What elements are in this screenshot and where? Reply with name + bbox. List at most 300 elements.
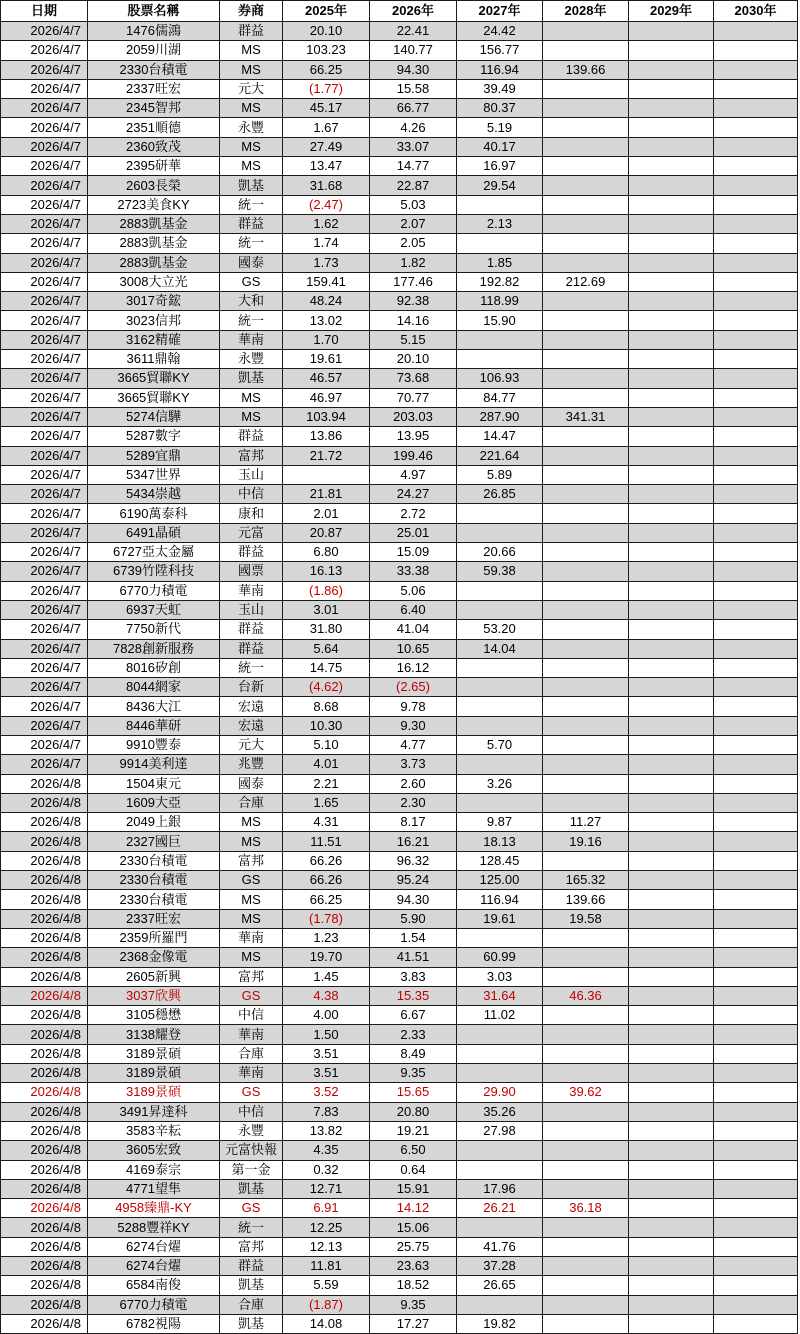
table-row xyxy=(1,562,798,581)
table-row xyxy=(1,1006,798,1025)
cell-date: 2026/4/8 xyxy=(1,1044,88,1063)
cell-2029 xyxy=(629,909,714,928)
cell-2030 xyxy=(714,774,798,793)
cell-2030 xyxy=(714,311,798,330)
cell-2028 xyxy=(543,851,629,870)
cell-2025: 1.62 xyxy=(283,214,370,233)
cell-2026: 13.95 xyxy=(370,427,457,446)
cell-2029 xyxy=(629,41,714,60)
cell-2029 xyxy=(629,697,714,716)
table-row xyxy=(1,851,798,870)
cell-2026: 5.90 xyxy=(370,909,457,928)
cell-2030 xyxy=(714,407,798,426)
table-row xyxy=(1,60,798,79)
cell-2025: 21.81 xyxy=(283,485,370,504)
cell-2027: 9.87 xyxy=(457,813,543,832)
cell-2029 xyxy=(629,253,714,272)
cell-2027 xyxy=(457,1218,543,1237)
cell-broker: 凱基 xyxy=(220,1314,283,1333)
cell-stock-name: 8446華研 xyxy=(88,716,220,735)
table-row xyxy=(1,1160,798,1179)
cell-2030 xyxy=(714,658,798,677)
cell-2028 xyxy=(543,1295,629,1314)
cell-2029 xyxy=(629,851,714,870)
cell-2026: (2.65) xyxy=(370,678,457,697)
cell-stock-name: 3008大立光 xyxy=(88,272,220,291)
cell-stock-name: 5289宜鼎 xyxy=(88,446,220,465)
cell-2025: 1.70 xyxy=(283,330,370,349)
cell-date: 2026/4/8 xyxy=(1,1102,88,1121)
table-row xyxy=(1,157,798,176)
cell-2029 xyxy=(629,1102,714,1121)
cell-2030 xyxy=(714,330,798,349)
cell-2030 xyxy=(714,485,798,504)
cell-2027: 26.65 xyxy=(457,1276,543,1295)
table-row xyxy=(1,1314,798,1333)
cell-2026: 15.58 xyxy=(370,79,457,98)
cell-2025: 103.23 xyxy=(283,41,370,60)
cell-2027: 17.96 xyxy=(457,1179,543,1198)
cell-stock-name: 2359所羅門 xyxy=(88,928,220,947)
cell-2028 xyxy=(543,195,629,214)
cell-broker: 統一 xyxy=(220,234,283,253)
cell-2027: 35.26 xyxy=(457,1102,543,1121)
cell-stock-name: 7750新代 xyxy=(88,620,220,639)
cell-2028 xyxy=(543,523,629,542)
cell-2025: 66.25 xyxy=(283,60,370,79)
cell-broker: 玉山 xyxy=(220,465,283,484)
cell-2029 xyxy=(629,118,714,137)
cell-stock-name: 6274台燿 xyxy=(88,1237,220,1256)
cell-2028 xyxy=(543,1044,629,1063)
cell-2026: 2.07 xyxy=(370,214,457,233)
cell-2030 xyxy=(714,369,798,388)
cell-2028 xyxy=(543,1160,629,1179)
cell-2030 xyxy=(714,890,798,909)
cell-2028 xyxy=(543,1237,629,1256)
cell-date: 2026/4/8 xyxy=(1,832,88,851)
cell-2026: 6.67 xyxy=(370,1006,457,1025)
cell-2028 xyxy=(543,716,629,735)
cell-2030 xyxy=(714,60,798,79)
cell-2025: 10.30 xyxy=(283,716,370,735)
header-year-2026: 2026年 xyxy=(370,1,457,22)
table-row xyxy=(1,1218,798,1237)
cell-date: 2026/4/8 xyxy=(1,1141,88,1160)
cell-2029 xyxy=(629,678,714,697)
cell-2029 xyxy=(629,504,714,523)
cell-2029 xyxy=(629,755,714,774)
cell-broker: 統一 xyxy=(220,1218,283,1237)
cell-2025: 45.17 xyxy=(283,99,370,118)
cell-2027 xyxy=(457,678,543,697)
cell-date: 2026/4/7 xyxy=(1,330,88,349)
cell-2027: 19.82 xyxy=(457,1314,543,1333)
cell-broker: 永豐 xyxy=(220,350,283,369)
cell-stock-name: 2345智邦 xyxy=(88,99,220,118)
table-row xyxy=(1,523,798,542)
cell-date: 2026/4/7 xyxy=(1,678,88,697)
table-row xyxy=(1,1083,798,1102)
cell-2026: 20.10 xyxy=(370,350,457,369)
cell-date: 2026/4/7 xyxy=(1,253,88,272)
cell-date: 2026/4/8 xyxy=(1,1295,88,1314)
cell-2027 xyxy=(457,600,543,619)
cell-stock-name: 2330台積電 xyxy=(88,871,220,890)
cell-2029 xyxy=(629,311,714,330)
table-row xyxy=(1,1237,798,1256)
cell-broker: 群益 xyxy=(220,427,283,446)
cell-stock-name: 3189景碩 xyxy=(88,1064,220,1083)
table-row xyxy=(1,1064,798,1083)
cell-broker: 宏遠 xyxy=(220,716,283,735)
cell-broker: 康和 xyxy=(220,504,283,523)
cell-stock-name: 2330台積電 xyxy=(88,851,220,870)
cell-date: 2026/4/8 xyxy=(1,1064,88,1083)
cell-2030 xyxy=(714,871,798,890)
cell-broker: 華南 xyxy=(220,330,283,349)
cell-broker: 群益 xyxy=(220,214,283,233)
cell-2029 xyxy=(629,1160,714,1179)
table-body xyxy=(1,22,798,1334)
cell-broker: 華南 xyxy=(220,928,283,947)
cell-2026: 15.65 xyxy=(370,1083,457,1102)
cell-stock-name: 4771望隼 xyxy=(88,1179,220,1198)
cell-broker: 富邦 xyxy=(220,1237,283,1256)
cell-2029 xyxy=(629,1141,714,1160)
cell-2030 xyxy=(714,22,798,41)
cell-2030 xyxy=(714,157,798,176)
header-year-2029: 2029年 xyxy=(629,1,714,22)
cell-2029 xyxy=(629,1083,714,1102)
cell-2029 xyxy=(629,967,714,986)
cell-2027: 125.00 xyxy=(457,871,543,890)
cell-2025: 16.13 xyxy=(283,562,370,581)
table-row xyxy=(1,1102,798,1121)
cell-date: 2026/4/7 xyxy=(1,292,88,311)
cell-2025: 13.86 xyxy=(283,427,370,446)
cell-2028: 19.16 xyxy=(543,832,629,851)
cell-2026: 66.77 xyxy=(370,99,457,118)
cell-broker: 華南 xyxy=(220,581,283,600)
cell-2027 xyxy=(457,195,543,214)
cell-2029 xyxy=(629,1218,714,1237)
cell-date: 2026/4/8 xyxy=(1,948,88,967)
cell-2028 xyxy=(543,658,629,677)
cell-2028 xyxy=(543,678,629,697)
cell-date: 2026/4/7 xyxy=(1,41,88,60)
cell-2030 xyxy=(714,1083,798,1102)
cell-2030 xyxy=(714,350,798,369)
cell-date: 2026/4/8 xyxy=(1,774,88,793)
cell-broker: 國泰 xyxy=(220,253,283,272)
cell-stock-name: 2337旺宏 xyxy=(88,79,220,98)
cell-2029 xyxy=(629,465,714,484)
cell-2025: 159.41 xyxy=(283,272,370,291)
cell-broker: 富邦 xyxy=(220,851,283,870)
cell-2026: 33.38 xyxy=(370,562,457,581)
cell-2026: 0.64 xyxy=(370,1160,457,1179)
cell-2026: 94.30 xyxy=(370,890,457,909)
cell-2030 xyxy=(714,1199,798,1218)
cell-2025: 19.70 xyxy=(283,948,370,967)
cell-2025: 13.47 xyxy=(283,157,370,176)
cell-2025: 11.81 xyxy=(283,1257,370,1276)
cell-2026: 17.27 xyxy=(370,1314,457,1333)
cell-2030 xyxy=(714,678,798,697)
cell-2030 xyxy=(714,1141,798,1160)
cell-date: 2026/4/7 xyxy=(1,272,88,291)
table-row xyxy=(1,272,798,291)
cell-2029 xyxy=(629,1025,714,1044)
cell-2025: 20.10 xyxy=(283,22,370,41)
cell-broker: 元富 xyxy=(220,523,283,542)
cell-2030 xyxy=(714,446,798,465)
cell-2027: 5.19 xyxy=(457,118,543,137)
cell-2025: 7.83 xyxy=(283,1102,370,1121)
cell-2025: 3.01 xyxy=(283,600,370,619)
cell-date: 2026/4/7 xyxy=(1,99,88,118)
cell-2025: 1.73 xyxy=(283,253,370,272)
cell-2025: 1.74 xyxy=(283,234,370,253)
cell-2027: 18.13 xyxy=(457,832,543,851)
cell-date: 2026/4/8 xyxy=(1,928,88,947)
cell-2030 xyxy=(714,292,798,311)
table-row xyxy=(1,967,798,986)
cell-date: 2026/4/8 xyxy=(1,1025,88,1044)
cell-2029 xyxy=(629,890,714,909)
cell-date: 2026/4/7 xyxy=(1,311,88,330)
cell-stock-name: 6274台燿 xyxy=(88,1257,220,1276)
cell-2025: 12.25 xyxy=(283,1218,370,1237)
cell-2028 xyxy=(543,735,629,754)
cell-2026: 9.35 xyxy=(370,1064,457,1083)
cell-broker: 合庫 xyxy=(220,1295,283,1314)
table-row xyxy=(1,1257,798,1276)
cell-date: 2026/4/8 xyxy=(1,1179,88,1198)
cell-2027: 3.26 xyxy=(457,774,543,793)
cell-stock-name: 6727亞太金屬 xyxy=(88,543,220,562)
cell-stock-name: 6190萬泰科 xyxy=(88,504,220,523)
cell-stock-name: 5288豐祥KY xyxy=(88,1218,220,1237)
cell-2029 xyxy=(629,620,714,639)
cell-2030 xyxy=(714,79,798,98)
cell-2025: 13.82 xyxy=(283,1121,370,1140)
cell-broker: 統一 xyxy=(220,311,283,330)
table-row xyxy=(1,118,798,137)
cell-2026: 10.65 xyxy=(370,639,457,658)
cell-2030 xyxy=(714,1121,798,1140)
cell-stock-name: 4169泰宗 xyxy=(88,1160,220,1179)
cell-2030 xyxy=(714,581,798,600)
cell-date: 2026/4/8 xyxy=(1,793,88,812)
cell-2030 xyxy=(714,928,798,947)
cell-2027: 14.04 xyxy=(457,639,543,658)
header-year-2028: 2028年 xyxy=(543,1,629,22)
cell-stock-name: 5434崇越 xyxy=(88,485,220,504)
cell-stock-name: 2337旺宏 xyxy=(88,909,220,928)
cell-broker: MS xyxy=(220,813,283,832)
cell-2029 xyxy=(629,214,714,233)
cell-2025: 14.08 xyxy=(283,1314,370,1333)
cell-broker: MS xyxy=(220,909,283,928)
table-row xyxy=(1,137,798,156)
cell-2030 xyxy=(714,851,798,870)
cell-2029 xyxy=(629,99,714,118)
cell-stock-name: 9910豐泰 xyxy=(88,735,220,754)
cell-broker: 元大 xyxy=(220,79,283,98)
cell-broker: 合庫 xyxy=(220,1044,283,1063)
cell-2028: 39.62 xyxy=(543,1083,629,1102)
cell-stock-name: 3491昇達科 xyxy=(88,1102,220,1121)
cell-2029 xyxy=(629,22,714,41)
cell-2030 xyxy=(714,1064,798,1083)
cell-2026: 22.87 xyxy=(370,176,457,195)
table-row xyxy=(1,388,798,407)
cell-stock-name: 3665貿聯KY xyxy=(88,388,220,407)
table-row xyxy=(1,350,798,369)
cell-broker: 凱基 xyxy=(220,1179,283,1198)
cell-2027 xyxy=(457,658,543,677)
cell-2028 xyxy=(543,1025,629,1044)
cell-2028 xyxy=(543,793,629,812)
cell-date: 2026/4/7 xyxy=(1,735,88,754)
header-year-2025: 2025年 xyxy=(283,1,370,22)
cell-broker: MS xyxy=(220,832,283,851)
cell-broker: 統一 xyxy=(220,658,283,677)
cell-2025: 2.01 xyxy=(283,504,370,523)
cell-broker: MS xyxy=(220,948,283,967)
cell-stock-name: 2395研華 xyxy=(88,157,220,176)
cell-date: 2026/4/7 xyxy=(1,369,88,388)
table-row xyxy=(1,813,798,832)
cell-2027 xyxy=(457,1025,543,1044)
table-row xyxy=(1,79,798,98)
cell-broker: 國泰 xyxy=(220,774,283,793)
cell-2027: 221.64 xyxy=(457,446,543,465)
cell-2030 xyxy=(714,755,798,774)
cell-2025: 1.50 xyxy=(283,1025,370,1044)
cell-2029 xyxy=(629,871,714,890)
cell-2025: 66.26 xyxy=(283,851,370,870)
cell-2026: 25.01 xyxy=(370,523,457,542)
cell-2028 xyxy=(543,22,629,41)
cell-2029 xyxy=(629,1237,714,1256)
cell-2027: 59.38 xyxy=(457,562,543,581)
cell-2028 xyxy=(543,214,629,233)
cell-date: 2026/4/8 xyxy=(1,851,88,870)
cell-2026: 14.12 xyxy=(370,1199,457,1218)
cell-2030 xyxy=(714,562,798,581)
cell-2026: 3.73 xyxy=(370,755,457,774)
cell-2026: 4.77 xyxy=(370,735,457,754)
cell-2027 xyxy=(457,716,543,735)
table-row xyxy=(1,793,798,812)
cell-stock-name: 6770力積電 xyxy=(88,1295,220,1314)
table-row xyxy=(1,99,798,118)
cell-2028 xyxy=(543,774,629,793)
cell-2025: 5.59 xyxy=(283,1276,370,1295)
cell-broker: 中信 xyxy=(220,1102,283,1121)
cell-date: 2026/4/7 xyxy=(1,176,88,195)
cell-2026: 5.03 xyxy=(370,195,457,214)
cell-2026: 140.77 xyxy=(370,41,457,60)
cell-2030 xyxy=(714,523,798,542)
cell-date: 2026/4/7 xyxy=(1,562,88,581)
table-row xyxy=(1,735,798,754)
table-row xyxy=(1,1044,798,1063)
cell-2025: 1.65 xyxy=(283,793,370,812)
table-row xyxy=(1,485,798,504)
cell-2028 xyxy=(543,485,629,504)
cell-2025: 20.87 xyxy=(283,523,370,542)
cell-stock-name: 2605新興 xyxy=(88,967,220,986)
cell-stock-name: 6739竹陞科技 xyxy=(88,562,220,581)
cell-broker: 宏遠 xyxy=(220,697,283,716)
cell-2027 xyxy=(457,504,543,523)
cell-2030 xyxy=(714,1006,798,1025)
table-row xyxy=(1,1025,798,1044)
table-row xyxy=(1,1199,798,1218)
table-row xyxy=(1,620,798,639)
cell-2026: 73.68 xyxy=(370,369,457,388)
cell-2026: 19.21 xyxy=(370,1121,457,1140)
cell-2025: 11.51 xyxy=(283,832,370,851)
cell-2028 xyxy=(543,1102,629,1121)
cell-2027 xyxy=(457,523,543,542)
cell-2027: 1.85 xyxy=(457,253,543,272)
cell-2029 xyxy=(629,581,714,600)
cell-broker: MS xyxy=(220,41,283,60)
cell-2028 xyxy=(543,427,629,446)
cell-2029 xyxy=(629,157,714,176)
cell-2029 xyxy=(629,1179,714,1198)
cell-stock-name: 6770力積電 xyxy=(88,581,220,600)
cell-2029 xyxy=(629,986,714,1005)
cell-2028 xyxy=(543,369,629,388)
cell-date: 2026/4/7 xyxy=(1,137,88,156)
cell-2030 xyxy=(714,948,798,967)
cell-2030 xyxy=(714,41,798,60)
cell-2027: 116.94 xyxy=(457,60,543,79)
cell-2026: 2.60 xyxy=(370,774,457,793)
cell-2030 xyxy=(714,118,798,137)
cell-stock-name: 2883凱基金 xyxy=(88,214,220,233)
cell-2026: 1.82 xyxy=(370,253,457,272)
cell-broker: 群益 xyxy=(220,620,283,639)
cell-broker: 群益 xyxy=(220,543,283,562)
cell-2030 xyxy=(714,234,798,253)
cell-2029 xyxy=(629,1006,714,1025)
table-row xyxy=(1,890,798,909)
cell-date: 2026/4/8 xyxy=(1,1257,88,1276)
cell-stock-name: 4958臻鼎-KY xyxy=(88,1199,220,1218)
cell-2028 xyxy=(543,330,629,349)
cell-2026: 8.49 xyxy=(370,1044,457,1063)
cell-date: 2026/4/8 xyxy=(1,871,88,890)
cell-2028 xyxy=(543,234,629,253)
cell-stock-name: 6937天虹 xyxy=(88,600,220,619)
cell-stock-name: 2883凱基金 xyxy=(88,234,220,253)
cell-2025: 3.52 xyxy=(283,1083,370,1102)
cell-stock-name: 3023信邦 xyxy=(88,311,220,330)
cell-2025: 48.24 xyxy=(283,292,370,311)
cell-broker: 群益 xyxy=(220,639,283,658)
cell-2030 xyxy=(714,99,798,118)
cell-2029 xyxy=(629,1276,714,1295)
cell-stock-name: 3611鼎翰 xyxy=(88,350,220,369)
cell-broker: 華南 xyxy=(220,1064,283,1083)
